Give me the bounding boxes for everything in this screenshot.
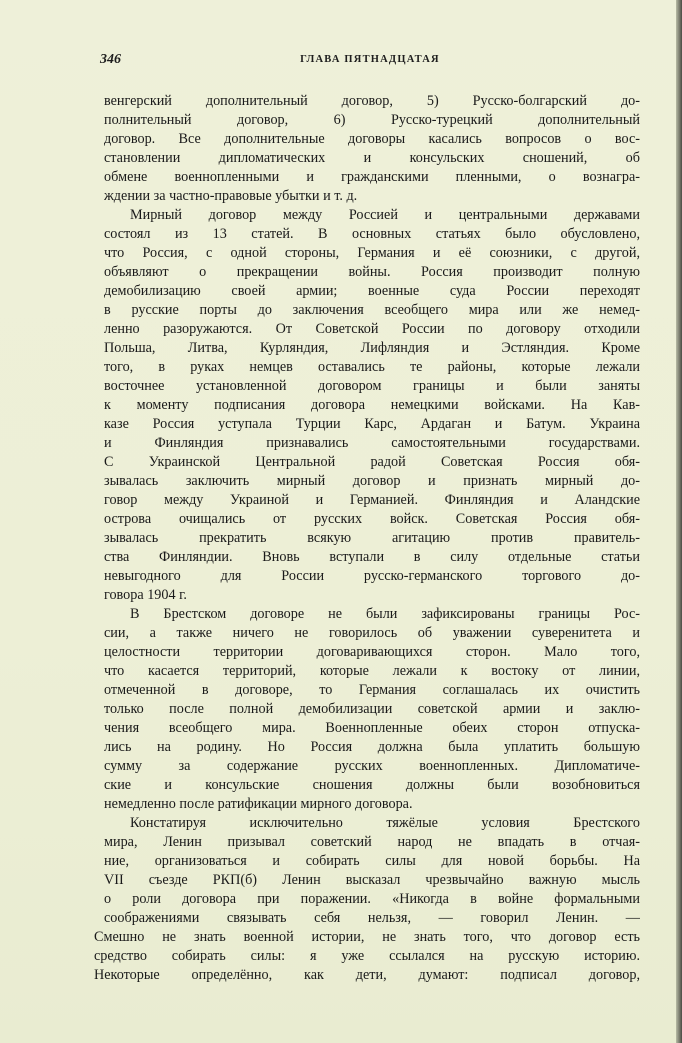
page-header <box>100 52 640 74</box>
text-line: В Брестском договоре не были зафиксированы границы Рос- <box>130 606 640 622</box>
text-line: к моменту подписания договора немецкими войсками. На Кав- <box>104 397 640 413</box>
text-line: Мирный договор между Россией и центральными державами <box>130 207 640 223</box>
text-line: только после полной демобилизации советской армии и заклю- <box>104 701 640 717</box>
text-line: мира, Ленин призывал советский народ не впадать в отчая- <box>104 834 640 850</box>
text-line: говора 1904 г. <box>104 587 187 603</box>
text-line: сии, а также ничего не говорилось об уважении суверенитета и <box>104 625 640 641</box>
running-head: ГЛАВА ПЯТНАДЦАТАЯ <box>300 54 440 65</box>
text-line: зывалась прекратить всякую агитацию против правитель- <box>104 530 640 546</box>
text-line: договор. Все дополнительные договоры касались вопросов о вос- <box>104 131 640 147</box>
text-line: что касается территорий, которые лежали к востоку от линии, <box>104 663 640 679</box>
text-line: острова очищались от русских войск. Советская Россия обя- <box>104 511 640 527</box>
body-text <box>94 92 640 985</box>
text-line: объявляют о прекращении войны. Россия производит полную <box>104 264 640 280</box>
text-line: ства Финляндии. Вновь вступали в силу отдельные статьи <box>104 549 640 565</box>
text-line: немедленно после ратификации мирного договора. <box>104 796 413 812</box>
text-line: Некоторые определённо, как дети, думают: подписал договор, <box>94 967 640 983</box>
text-line: ленно разоружаются. От Советской России по договору отходили <box>104 321 640 337</box>
text-line: восточнее установленной договором границы и были заняты <box>104 378 640 394</box>
text-line: состоял из 13 статей. В основных статьях было обусловлено, <box>104 226 640 242</box>
text-line: что Россия, с одной стороны, Германия и её союзники, с другой, <box>104 245 640 261</box>
text-line: Польша, Литва, Курляндия, Лифляндия и Эстляндия. Кроме <box>104 340 640 356</box>
text-line: зывалась заключить мирный договор и признать мирный до- <box>104 473 640 489</box>
text-line: лись на родину. Но Россия должна была уплатить большую <box>104 739 640 755</box>
text-line: Смешно не знать военной истории, не знать того, что договор есть <box>94 929 640 945</box>
text-line: становлении дипломатических и консульских сношений, об <box>104 150 640 166</box>
text-line: в русские порты до заключения всеобщего мира или же немед- <box>104 302 640 318</box>
text-line: о роли договора при поражении. «Никогда в войне формальными <box>104 891 640 907</box>
text-line: невыгодного для России русско-германского торгового до- <box>104 568 640 584</box>
text-line: говор между Украиной и Германией. Финляндия и Аландские <box>104 492 640 508</box>
text-line: сумму за содержание русских военнопленных. Дипломатиче- <box>104 758 640 774</box>
text-line: отмеченной в договоре, то Германия соглашалась их очистить <box>104 682 640 698</box>
text-line: и Финляндия признавались самостоятельными государствами. <box>104 435 640 451</box>
text-line: полнительный договор, 6) Русско-турецкий дополнительный <box>104 112 640 128</box>
text-line: VII съезде РКП(б) Ленин высказал чрезвычайно важную мысль <box>104 872 640 888</box>
text-line: казе Россия уступала Турции Карс, Ардаган и Батум. Украина <box>104 416 640 432</box>
text-line: обмене военнопленными и гражданскими пленными, о вознагра- <box>104 169 640 185</box>
text-line: ние, организоваться и собирать силы для новой борьбы. На <box>104 853 640 869</box>
text-line: демобилизацию своей армии; военные суда России переходят <box>104 283 640 299</box>
text-line: С Украинской Центральной радой Советская Россия обя- <box>104 454 640 470</box>
text-line: венгерский дополнительный договор, 5) Русско-болгарский до- <box>104 93 640 109</box>
text-line: ждении за частно-правовые убытки и т. д. <box>104 188 358 204</box>
text-line: того, в руках немцев оставались те районы, которые лежали <box>104 359 640 375</box>
text-line: ские и консульские сношения должны были возобновиться <box>104 777 640 793</box>
text-line: Констатируя исключительно тяжёлые условия Брестского <box>130 815 640 831</box>
page-edge-shadow <box>676 0 682 1043</box>
text-line: чения всеобщего мира. Военнопленные обеих сторон отпуска- <box>104 720 640 736</box>
text-line: средство собирать силы: я уже ссылался на русскую историю. <box>94 948 640 964</box>
page-number: 346 <box>100 52 121 67</box>
text-line: целостности территории договаривающихся сторон. Мало того, <box>104 644 640 660</box>
text-line: соображениями связывать себя нельзя, — говорил Ленин. — <box>104 910 640 926</box>
